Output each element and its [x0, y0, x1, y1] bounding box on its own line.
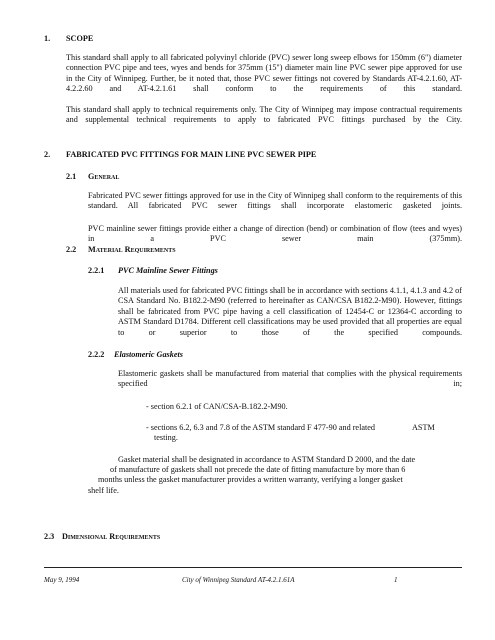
subsection-2-3-title: Dimensional Requirements	[62, 532, 161, 541]
subsection-2-2-number: 2.2	[66, 245, 77, 254]
general-paragraph-2: PVC mainline sewer fittings provide either a change of direction (bend) or combination of flow (tees and wyes) in a PVC sewer main (375mm).	[88, 224, 462, 244]
gasket-closing-line-2: of manufacture of gaskets shall not precede the date of fitting manufacture by more than 6	[110, 465, 406, 474]
gaskets-paragraph: Elastomeric gaskets shall be manufactured from material that complies with the physical requirements specified in;	[118, 369, 462, 389]
gasket-closing-line-4: shelf life.	[88, 486, 119, 495]
footer-standard: City of Winnipeg Standard AT-4.2.1.61A	[182, 576, 295, 584]
scope-paragraph-2: This standard shall apply to technical requirements only. The City of Winnipeg may impose contractual requirements and supplemental technical requirements to apply to fabricated PVC fittings purchased by the City.	[66, 105, 462, 125]
section-2-number: 2.	[44, 150, 51, 159]
gasket-requirement-2-trailing: ASTM	[412, 423, 435, 432]
gasket-requirement-1: - section 6.2.1 of CAN/CSA-B.182.2-M90.	[146, 402, 288, 411]
footer-date: May 9, 1994	[44, 576, 80, 584]
section-2-title: FABRICATED PVC FITTINGS FOR MAIN LINE PVC SEWER PIPE	[66, 150, 317, 159]
subsection-2-1-title: General	[88, 172, 120, 181]
footer-page-number: 1	[394, 576, 398, 584]
gasket-closing-line-1: Gasket material shall be designated in accordance to ASTM Standard D 2000, and the date	[118, 455, 416, 464]
item-2-2-1-number: 2.2.1	[88, 266, 105, 275]
section-1-title: SCOPE	[66, 34, 94, 43]
gasket-requirement-2: - sections 6.2, 6.3 and 7.8 of the ASTM standard F 477-90 and related	[146, 423, 375, 432]
gasket-requirement-2-continuation: testing.	[154, 433, 178, 442]
item-2-2-2-number: 2.2.2	[88, 350, 105, 359]
general-paragraph-1: Fabricated PVC sewer fittings approved for use in the City of Winnipeg shall conform to the requirements of this standard. All fabricated PVC sewer fittings shall incorporate elastomeric gasketed joints.	[88, 191, 462, 211]
section-1-number: 1.	[44, 34, 51, 43]
subsection-2-2-title: Material Requirements	[88, 245, 176, 254]
subsection-2-3-number: 2.3	[44, 532, 55, 541]
item-2-2-2-title: Elastomeric Gaskets	[114, 350, 183, 359]
subsection-2-1-number: 2.1	[66, 172, 77, 181]
gasket-closing-line-3: months unless the gasket manufacturer provides a written warranty, verifying a longer gasket	[98, 475, 403, 484]
scope-paragraph-1: This standard shall apply to all fabricated polyvinyl chloride (PVC) sewer long sweep elbows for 150mm (6") diameter connection PVC pipe and tees, wyes and bends for 375mm (15") diameter main line PVC sewer pipe approved for use in the City of Winnipeg. Further, be it noted that, those PVC sewer fittings not covered by Standards AT-4.2.1.60, AT-4.2.2.60 and AT-4.2.1.61 shall conform to the requirements of this standard.	[66, 53, 462, 94]
footer-rule	[44, 567, 462, 568]
pvc-fittings-paragraph: All materials used for fabricated PVC fittings shall be in accordance with sections 4.1.1, 4.1.3 and 4.2 of CSA Standard No. B182.2-M90 (referred to hereinafter as CAN/CSA B182.2-M90). However, fittings shall be fabricated from PVC pipe having a cell classification of 12454-C or 12364-C according to ASTM Standard D1784. Different cell classifications may be used provided that all properties are equal to or superior to those of the specified compounds.	[118, 286, 462, 337]
item-2-2-1-title: PVC Mainline Sewer Fittings	[118, 266, 218, 275]
